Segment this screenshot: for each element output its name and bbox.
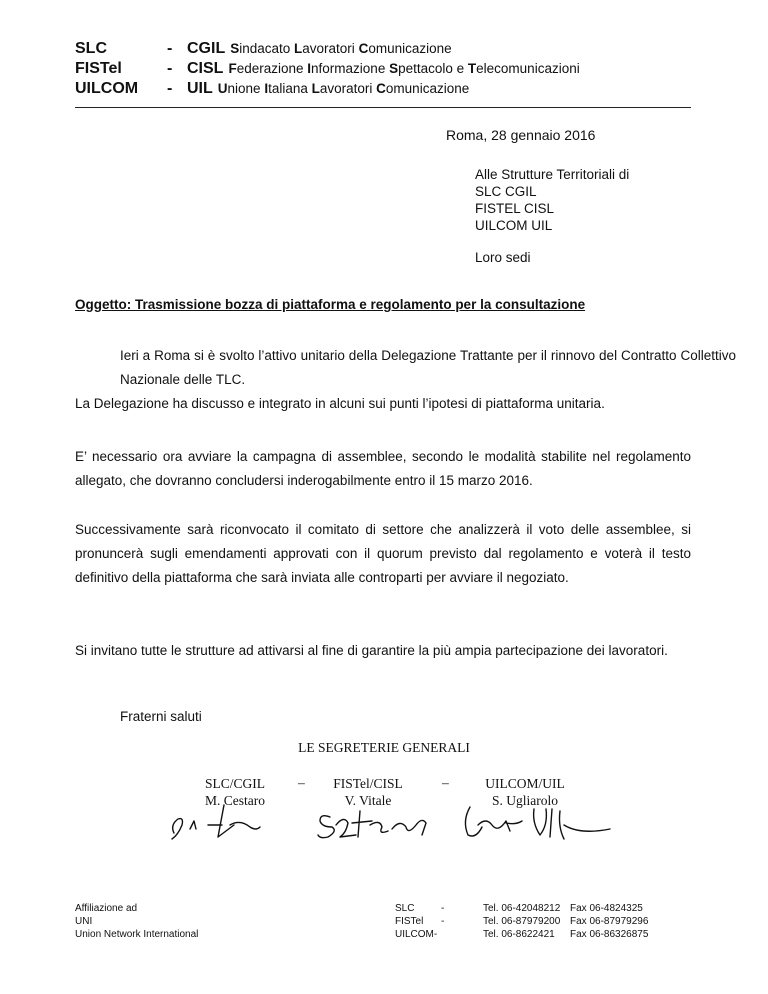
letterhead [75,40,580,100]
signatory-org: UILCOM/UIL [485,776,565,791]
body-paragraph-3: Successivamente sarà riconvocato il comitato di settore che analizzerà il voto delle assemblee, si pronuncerà sugli emendamenti approvati con il quorum previsto dal regolamento e voterà il testo definitivo della piattaforma che sarà inviata alle controparti per avviare il negoziato. [75,522,691,585]
recipient-line: Alle Strutture Territoriali di [475,167,630,182]
confederation-abbr: UIL [187,80,213,97]
footer-union-codes [395,902,444,941]
phone-number: Tel. 06-42048212 [483,903,561,914]
phone-number: Tel. 06-8622421 [483,929,555,940]
closing-greeting: Fraterni saluti [120,709,202,724]
signatory-name: S. Ugliarolo [492,793,558,808]
footer-contact-row [483,902,648,915]
separator-dash: - [167,60,173,77]
footer-code-row: UILCOM- [395,929,438,940]
footer-code-row: FISTel - [395,916,445,927]
signature-vitale [318,811,426,838]
body-paragraph-4: Si invitano tutte le strutture ad attivarsi al fine di garantire la più ampia partecipazione dei lavoratori. [75,643,668,658]
confederation-abbr: CGIL [187,40,226,57]
recipient-line: UILCOM UIL [475,218,553,233]
body-paragraph-1: Ieri a Roma si è svolto l’attivo unitario della Delegazione Trattante per il rinnovo del Contratto Collettivo Nazionale delle TLC. [120,348,736,387]
body-paragraph-2: E’ necessario ora avviare la campagna di assemblee, secondo le modalità stabilite nel regolamento allegato, che dovranno concludersi inderogabilmente entro il 15 marzo 2016. [75,449,691,488]
fax-number: Fax 06-4824325 [570,903,643,914]
letter-date: Roma, 28 gennaio 2016 [446,127,596,143]
footer-code-row: SLC - [395,903,445,914]
recipient-block [475,166,629,234]
body-paragraph-1b: La Delegazione ha discusso e integrato in alcuni sui punti l’ipotesi di piattaforma unitaria. [75,396,605,411]
footer-contact-row [483,915,648,928]
fax-number: Fax 06-87979296 [570,916,649,927]
loro-sedi: Loro sedi [475,250,531,265]
footer-line: Union Network International [75,929,199,940]
footer-affiliation [75,902,198,941]
signature-ugliarolo [465,807,610,839]
recipient-line: SLC CGIL [475,184,537,199]
union-full-name: Unione Italiana Lavoratori Comunicazione [217,81,470,96]
letter-subject: Oggetto: Trasmissione bozza di piattaforma e regolamento per la consultazione [75,297,586,312]
header-divider [75,107,691,108]
signature-cestaro [172,805,260,839]
handwritten-signatures [160,795,620,850]
footer-contacts [483,902,648,941]
phone-number: Tel. 06-87979200 [483,916,561,927]
footer-line: Affiliazione ad [75,903,138,914]
separator-dash: - [167,40,173,57]
signatory-org: SLC/CGIL [204,776,265,791]
signatory-name: V. Vitale [344,793,392,808]
signatory-separator: – [298,775,305,790]
union-full-name: Sindacato Lavoratori Comunicazione [230,41,452,56]
segreterie-heading: LE SEGRETERIE GENERALI [298,740,470,755]
letterhead-row-slc [75,40,580,60]
signatory-separator: – [442,775,449,790]
union-code: SLC [75,40,107,57]
separator-dash: - [167,80,173,97]
signatory-org: FISTel/CISL [333,776,403,791]
signatory-name: M. Cestaro [205,793,265,808]
footer-line: UNI [75,916,93,927]
union-code: UILCOM [75,80,139,97]
letterhead-row-fistel [75,60,580,80]
recipient-line: FISTEL CISL [475,201,555,216]
letterhead-row-uilcom [75,80,580,100]
fax-number: Fax 06-86326875 [570,929,649,940]
union-code: FISTel [75,60,122,77]
union-full-name: Federazione Informazione Spettacolo e Telecomunicazioni [228,61,580,76]
footer-contact-row [483,928,648,941]
confederation-abbr: CISL [187,60,224,77]
